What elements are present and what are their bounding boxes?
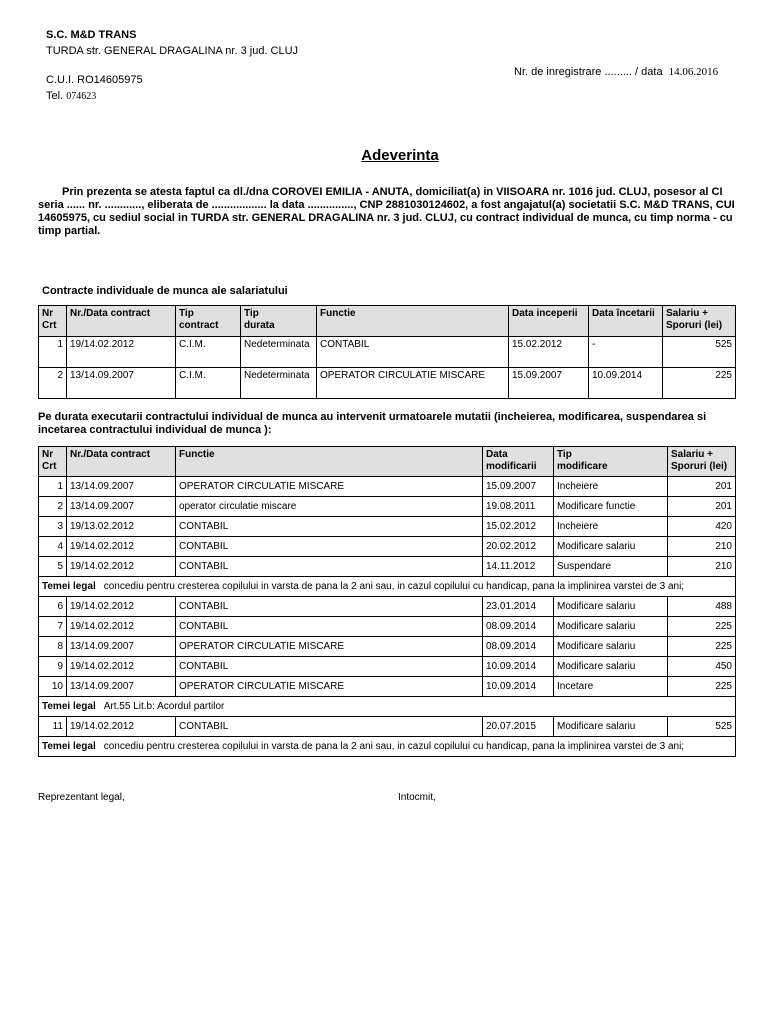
document-title: Adeverinta [361, 147, 439, 164]
mutations-row [39, 717, 736, 737]
temei-legal-row [39, 577, 736, 597]
mutations-cell: 201 [668, 477, 736, 497]
mutations-cell: 420 [668, 517, 736, 537]
mutations-cell: Incetare [554, 677, 668, 697]
mutations-cell: Modificare salariu [554, 657, 668, 677]
mutations-cell: 08.09.2014 [483, 617, 554, 637]
mutations-cell: 19/14.02.2012 [67, 617, 176, 637]
contracts-cell: Nedeterminata [241, 337, 317, 368]
contracts-cell: 15.02.2012 [509, 337, 589, 368]
intro-paragraph: Prin prezenta se atesta faptul ca dl./dna COROVEI EMILIA - ANUTA, domiciliat(a) in VIISOARA nr. 1016 jud. CLUJ, posesor al CI seria ...... nr. ............, eliberata de .................. la data ..............., CNP 2881030124602, a fost angajatul(a) societatii S.C. M&D TRANS, CUI 14605975, cu sediul social in TURDA str. GENERAL DRAGALINA nr. 3 jud. CLUJ, cu contract individual de munca, cu timp norma - cu timp partial. [38, 186, 735, 237]
mutations-cell: 210 [668, 557, 736, 577]
mutations-section-title: Pe durata executarii contractului individual de munca au intervenit urmatoarele mutatii (incheierea, modificarea, suspendarea si incetarea contractului individual de munca ): [38, 411, 707, 436]
mutations-cell: CONTABIL [176, 617, 483, 637]
mutations-cell: 08.09.2014 [483, 637, 554, 657]
contracts-header-row [39, 306, 736, 337]
temei-legal-cell [39, 577, 736, 597]
mutations-row [39, 677, 736, 697]
mutations-table [38, 446, 736, 757]
contracts-cell: 2 [39, 368, 67, 399]
mutations-cell: Incheiere [554, 517, 668, 537]
mutations-row [39, 477, 736, 497]
mutations-cell: 19/14.02.2012 [67, 557, 176, 577]
mutations-cell: 20.02.2012 [483, 537, 554, 557]
mutations-cell: Modificare functie [554, 497, 668, 517]
contracts-cell: 1 [39, 337, 67, 368]
contracts-cell: OPERATOR CIRCULATIE MISCARE [317, 368, 509, 399]
mutations-cell: 225 [668, 637, 736, 657]
mutations-cell: 19/14.02.2012 [67, 537, 176, 557]
contracts-row [39, 368, 736, 399]
mutations-cell: 14.11.2012 [483, 557, 554, 577]
contracts-cell: 10.09.2014 [589, 368, 663, 399]
temei-legal-row [39, 737, 736, 757]
mutations-row [39, 497, 736, 517]
mutations-cell: OPERATOR CIRCULATIE MISCARE [176, 637, 483, 657]
contracts-cell: 225 [663, 368, 736, 399]
contracts-table [38, 305, 736, 399]
contracts-header-cell: Nr Crt [39, 306, 67, 337]
temei-legal-label: Temei legal [42, 581, 96, 592]
contracts-cell: - [589, 337, 663, 368]
contracts-row [39, 337, 736, 368]
mutations-cell: 6 [39, 597, 67, 617]
mutations-cell: 20.07.2015 [483, 717, 554, 737]
contracts-cell: Nedeterminata [241, 368, 317, 399]
mutations-cell: 201 [668, 497, 736, 517]
mutations-header-cell: Nr Crt [39, 447, 67, 477]
tel-label: Tel. [46, 90, 64, 102]
mutations-cell: 1 [39, 477, 67, 497]
contracts-cell: 525 [663, 337, 736, 368]
mutations-row [39, 617, 736, 637]
mutations-cell: 13/14.09.2007 [67, 677, 176, 697]
mutations-header-cell: Nr./Data contract [67, 447, 176, 477]
mutations-cell: 13/14.09.2007 [67, 637, 176, 657]
mutations-cell: 10 [39, 677, 67, 697]
mutations-cell: 9 [39, 657, 67, 677]
company-address: TURDA str. GENERAL DRAGALINA nr. 3 jud. CLUJ [46, 45, 299, 57]
mutations-header-cell: Tip modificare [554, 447, 668, 477]
mutations-cell: 2 [39, 497, 67, 517]
mutations-cell: 13/14.09.2007 [67, 497, 176, 517]
registration-line [514, 66, 718, 78]
contracts-header-cell: Nr./Data contract [67, 306, 176, 337]
contracts-cell: 15.09.2007 [509, 368, 589, 399]
mutations-cell: 8 [39, 637, 67, 657]
mutations-header-cell: Salariu + Sporuri (lei) [668, 447, 736, 477]
mutations-cell: CONTABIL [176, 537, 483, 557]
contracts-header-cell: Salariu + Sporuri (lei) [663, 306, 736, 337]
mutations-cell: CONTABIL [176, 657, 483, 677]
contracts-cell: C.I.M. [176, 337, 241, 368]
company-cui: C.U.I. RO14605975 [46, 74, 143, 86]
mutations-cell: 225 [668, 617, 736, 637]
mutations-cell: 4 [39, 537, 67, 557]
company-tel [46, 90, 96, 102]
mutations-cell: 15.02.2012 [483, 517, 554, 537]
mutations-cell: 5 [39, 557, 67, 577]
mutations-cell: 10.09.2014 [483, 677, 554, 697]
mutations-cell: 3 [39, 517, 67, 537]
mutations-cell: 11 [39, 717, 67, 737]
mutations-cell: Suspendare [554, 557, 668, 577]
mutations-cell: Modificare salariu [554, 717, 668, 737]
mutations-cell: CONTABIL [176, 717, 483, 737]
mutations-row [39, 597, 736, 617]
mutations-cell: Modificare salariu [554, 637, 668, 657]
mutations-cell: 450 [668, 657, 736, 677]
mutations-row [39, 637, 736, 657]
temei-legal-text: concediu pentru cresterea copilului in varsta de pana la 2 ani sau, in cazul copilului cu handicap, pana la implinirea varstei de 3 ani; [103, 741, 685, 752]
mutations-cell: 19/14.02.2012 [67, 657, 176, 677]
mutations-cell: OPERATOR CIRCULATIE MISCARE [176, 477, 483, 497]
mutations-cell: 19/14.02.2012 [67, 597, 176, 617]
mutations-cell: 7 [39, 617, 67, 637]
contracts-header-cell: Data inceperii [509, 306, 589, 337]
contracts-cell: 19/14.02.2012 [67, 337, 176, 368]
mutations-cell: 15.09.2007 [483, 477, 554, 497]
temei-legal-cell [39, 697, 736, 717]
tel-value: 074623 [66, 91, 97, 102]
mutations-cell: 19/13.02.2012 [67, 517, 176, 537]
temei-legal-label: Temei legal [42, 741, 96, 752]
signature-left: Reprezentant legal, [38, 792, 125, 803]
mutations-cell: 19.08.2011 [483, 497, 554, 517]
temei-legal-text: Art.55 Lit.b: Acordul partilor [103, 701, 225, 712]
contracts-cell: C.I.M. [176, 368, 241, 399]
mutations-cell: operator circulatie miscare [176, 497, 483, 517]
mutations-cell: 19/14.02.2012 [67, 717, 176, 737]
temei-legal-row [39, 697, 736, 717]
mutations-cell: 13/14.09.2007 [67, 477, 176, 497]
mutations-cell: Modificare salariu [554, 597, 668, 617]
mutations-cell: 488 [668, 597, 736, 617]
mutations-header-cell: Data modificarii [483, 447, 554, 477]
mutations-header-row [39, 447, 736, 477]
mutations-cell: Modificare salariu [554, 537, 668, 557]
mutations-cell: 10.09.2014 [483, 657, 554, 677]
temei-legal-label: Temei legal [42, 701, 96, 712]
temei-legal-cell [39, 737, 736, 757]
contracts-header-cell: Functie [317, 306, 509, 337]
contracts-header-cell: Data încetarii [589, 306, 663, 337]
mutations-cell: 525 [668, 717, 736, 737]
mutations-cell: 210 [668, 537, 736, 557]
registration-date: 14.06.2016 [668, 66, 719, 78]
mutations-cell: 225 [668, 677, 736, 697]
contracts-section-title: Contracte individuale de munca ale salariatului [42, 285, 288, 297]
mutations-row [39, 657, 736, 677]
mutations-header-cell: Functie [176, 447, 483, 477]
contracts-header-cell: Tip durata [241, 306, 317, 337]
mutations-cell: Modificare salariu [554, 617, 668, 637]
mutations-cell: Incheiere [554, 477, 668, 497]
contracts-cell: CONTABIL [317, 337, 509, 368]
mutations-cell: CONTABIL [176, 517, 483, 537]
registration-label: Nr. de inregistrare ......... / data [514, 66, 663, 78]
contracts-header-cell: Tip contract [176, 306, 241, 337]
mutations-cell: CONTABIL [176, 557, 483, 577]
temei-legal-text: concediu pentru cresterea copilului in varsta de pana la 2 ani sau, in cazul copilului cu handicap, pana la implinirea varstei de 3 ani; [103, 581, 685, 592]
mutations-cell: 23.01.2014 [483, 597, 554, 617]
signature-right: Intocmit, [398, 792, 436, 803]
mutations-cell: CONTABIL [176, 597, 483, 617]
contracts-cell: 13/14.09.2007 [67, 368, 176, 399]
mutations-row [39, 517, 736, 537]
mutations-row [39, 537, 736, 557]
mutations-cell: OPERATOR CIRCULATIE MISCARE [176, 677, 483, 697]
company-name: S.C. M&D TRANS [46, 29, 137, 41]
mutations-row [39, 557, 736, 577]
